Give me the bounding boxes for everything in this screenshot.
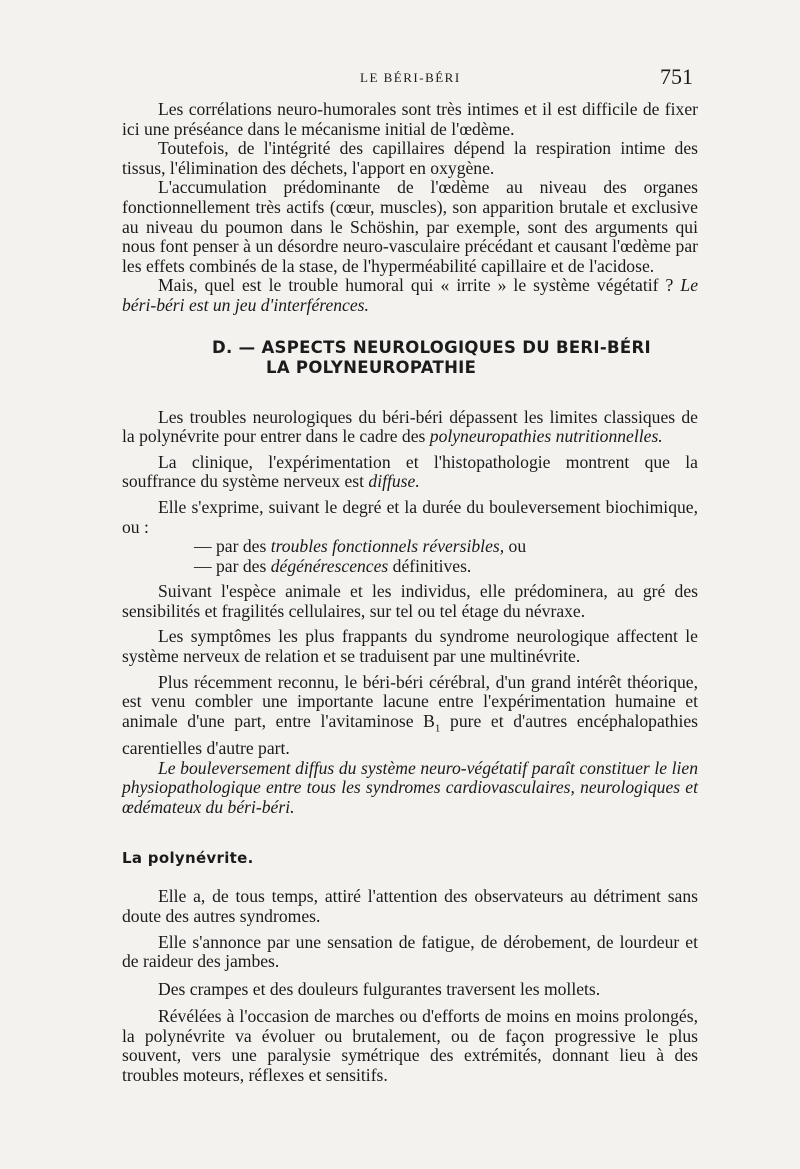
page-number: 751	[660, 64, 693, 89]
paragraph: Elle s'exprime, suivant le degré et la durée du bouleversement biochimique, ou :	[122, 496, 698, 537]
running-title: LE BÉRI-BÉRI	[360, 70, 461, 85]
paragraph: Des crampes et des douleurs fulgurantes traversent les mollets.	[158, 978, 601, 999]
running-head	[0, 64, 800, 92]
paragraph-text: Plus récemment reconnu, le béri-béri cérébral, d'un grand intérêt théorique, est venu combler une importante lacune entre l'expérimentation humaine et animale d'une part, entre l'avitaminose B	[122, 671, 698, 731]
section-heading	[122, 338, 698, 378]
paragraph	[122, 276, 698, 315]
paragraph: Les corrélations neuro-humorales sont très intimes et il est difficile de fixer ici une préséance dans le mécanisme initial de l'œdème.	[122, 99, 698, 139]
paragraph: Elle s'annonce par une sensation de fatigue, de dérobement, de lourdeur et de raideur des jambes.	[122, 931, 698, 972]
subscript: 1	[434, 722, 441, 735]
section-heading-line2: LA POLYNEUROPATHIE	[266, 357, 477, 377]
paragraph-text: Les troubles neurologiques du béri-béri dépassent les limites classiques de la polynévrite pour entrer dans le cadre des	[122, 406, 698, 447]
body-text	[122, 100, 698, 1086]
paragraph: Toutefois, de l'intégrité des capillaires dépend la respiration intime des tissus, l'élimination des déchets, l'apport en oxygène.	[122, 138, 698, 178]
section-heading-line1: D. — ASPECTS NEUROLOGIQUES DU BERI-BÉRI	[212, 337, 651, 357]
paragraph	[122, 453, 698, 492]
paragraph	[122, 673, 698, 759]
italic-text: troubles fonctionnels réversibles,	[270, 536, 505, 557]
paragraph: Elle a, de tous temps, attiré l'attention des observateurs au détriment sans doute des autres syndromes.	[122, 886, 698, 926]
dash-item	[122, 557, 698, 577]
paragraph	[122, 759, 698, 818]
dash-item	[122, 537, 698, 557]
italic-text: Le bouleversement diffus du système neuro-végétatif paraît constituer le lien physiopathologique entre tous les syndromes cardiovasculaires, neurologiques et œdémateux du béri-béri.	[122, 757, 698, 817]
paragraph-text: Mais, quel est le trouble humoral qui « irrite » le système végétatif ?	[158, 275, 681, 296]
dash-text: définitives.	[388, 555, 472, 576]
dash-text: — par des	[194, 536, 271, 557]
paragraph: Les symptômes les plus frappants du syndrome neurologique affectent le système nerveux de relation et se traduisent par une multinévrite.	[122, 626, 698, 667]
italic-text: diffuse.	[368, 471, 420, 492]
paragraph-text: pure et d'autres encéphalopathies carentielles d'autre part.	[122, 710, 698, 758]
italic-text: Le béri-béri est un jeu d'interférences.	[122, 275, 698, 315]
italic-text: dégénérescences	[270, 555, 389, 576]
dash-text: ou	[504, 536, 527, 557]
dash-text: — par des	[194, 555, 271, 576]
subsection-heading: La polynévrite.	[122, 849, 254, 868]
paragraph-text: La clinique, l'expérimentation et l'histopathologie montrent que la souffrance du système nerveux est	[122, 451, 698, 492]
italic-text: polyneuropathies nutritionnelles.	[429, 426, 663, 447]
paragraph	[122, 408, 698, 447]
paragraph: Suivant l'espèce animale et les individus, elle prédominera, au gré des sensibilités et fragilités cellulaires, sur tel ou tel étage du névraxe.	[122, 581, 698, 621]
paragraph: Révélées à l'occasion de marches ou d'efforts de moins en moins prolongés, la polynévrite va évoluer ou brutalement, ou de façon progressive le plus souvent, vers une paralysie symétrique des extrémités, donnant lieu à des troubles moteurs, réflexes et sensitifs.	[122, 1006, 698, 1086]
paragraph: L'accumulation prédominante de l'œdème au niveau des organes fonctionnellement très actifs (cœur, muscles), son apparition brutale et exclusive au niveau du poumon dans le Schöshin, par exemple, sont des arguments qui nous font penser à un désordre neuro-vasculaire précédant et causant l'œdème par les effets combinés de la stase, de l'hyperméabilité capillaire et de l'acidose.	[122, 177, 698, 276]
